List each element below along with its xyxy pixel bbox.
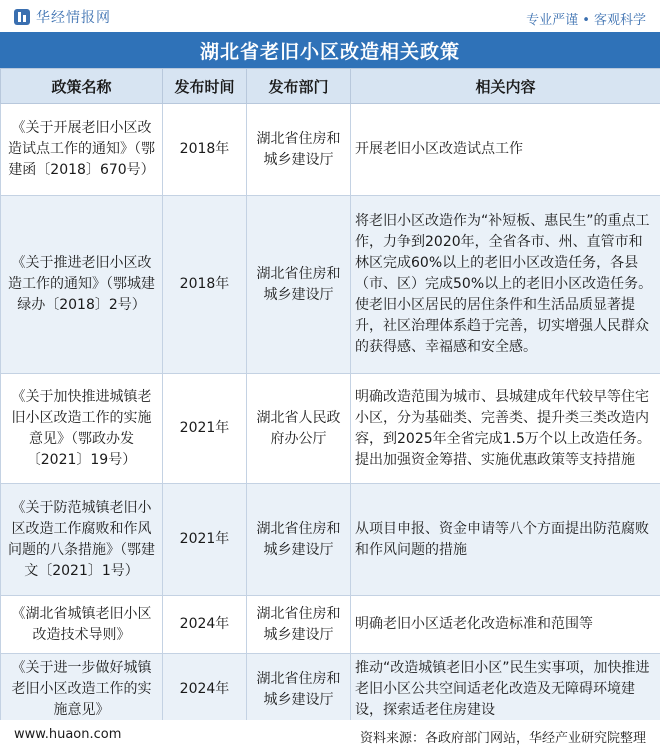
top-bar <box>0 0 660 32</box>
column-header-department: 发布部门 <box>247 69 351 104</box>
table-row <box>1 374 660 484</box>
release-date-cell: 2024年 <box>163 654 247 726</box>
policy-name-cell: 《关于进一步做好城镇老旧小区改造工作的实施意见》 <box>1 654 163 726</box>
release-date-cell: 2021年 <box>163 374 247 484</box>
table-row <box>1 196 660 374</box>
policy-table <box>0 68 660 726</box>
department-cell: 湖北省住房和城乡建设厅 <box>247 596 351 654</box>
content-cell: 将老旧小区改造作为“补短板、惠民生”的重点工作，力争到2020年，全省各市、州、直管市和林区完成60%以上的老旧小区改造任务，各县（市、区）完成50%以上的老旧小区改造任务。使老旧小区居民的居住条件和生活品质显著提升，社区治理体系趋于完善，切实增强人民群众的获得感、幸福感和安全感。 <box>351 196 660 374</box>
table-row <box>1 484 660 596</box>
table-row <box>1 654 660 726</box>
policy-name-cell: 《关于防范城镇老旧小区改造工作腐败和作风问题的八条措施》（鄂建文〔2021〕1号） <box>1 484 163 596</box>
slogan: 专业严谨 • 客观科学 <box>526 13 646 28</box>
release-date-cell: 2024年 <box>163 596 247 654</box>
logo <box>14 7 111 27</box>
policy-name-cell: 《关于推进老旧小区改造工作的通知》（鄂城建绿办〔2018〕2号） <box>1 196 163 374</box>
logo-text: 华经情报网 <box>36 10 111 26</box>
policy-name-cell: 《湖北省城镇老旧小区改造技术导则》 <box>1 596 163 654</box>
table-title: 湖北省老旧小区改造相关政策 <box>0 32 660 68</box>
column-header-release-date: 发布时间 <box>163 69 247 104</box>
content-cell: 明确老旧小区适老化改造标准和范围等 <box>351 596 660 654</box>
column-header-policy-name: 政策名称 <box>1 69 163 104</box>
table-row <box>1 596 660 654</box>
footer-source-note: 资料来源：各政府部门网站，华经产业研究院整理 <box>359 731 646 746</box>
release-date-cell: 2021年 <box>163 484 247 596</box>
department-cell: 湖北省住房和城乡建设厅 <box>247 654 351 726</box>
policy-name-cell: 《关于加快推进城镇老旧小区改造工作的实施意见》（鄂政办发〔2021〕19号） <box>1 374 163 484</box>
footer-site-url: www.huaon.com <box>14 727 122 742</box>
content-cell: 从项目申报、资金申请等八个方面提出防范腐败和作风问题的措施 <box>351 484 660 596</box>
release-date-cell: 2018年 <box>163 196 247 374</box>
content-cell: 推动“改造城镇老旧小区”民生实事项，加快推进老旧小区公共空间适老化改造及无障碍环境建设，探索适老住房建设 <box>351 654 660 726</box>
footer <box>0 720 660 750</box>
department-cell: 湖北省住房和城乡建设厅 <box>247 104 351 196</box>
release-date-cell: 2018年 <box>163 104 247 196</box>
policy-name-cell: 《关于开展老旧小区改造试点工作的通知》（鄂建函〔2018〕670号） <box>1 104 163 196</box>
department-cell: 湖北省住房和城乡建设厅 <box>247 196 351 374</box>
table-header-row <box>1 69 660 104</box>
content-cell: 明确改造范围为城市、县城建成年代较早等住宅小区，分为基础类、完善类、提升类三类改造内容，到2025年全省完成1.5万个以上改造任务。提出加强资金筹措、实施优惠政策等支持措施 <box>351 374 660 484</box>
department-cell: 湖北省人民政府办公厅 <box>247 374 351 484</box>
logo-icon <box>14 9 30 25</box>
department-cell: 湖北省住房和城乡建设厅 <box>247 484 351 596</box>
content-cell: 开展老旧小区改造试点工作 <box>351 104 660 196</box>
table-row <box>1 104 660 196</box>
column-header-content: 相关内容 <box>351 69 660 104</box>
